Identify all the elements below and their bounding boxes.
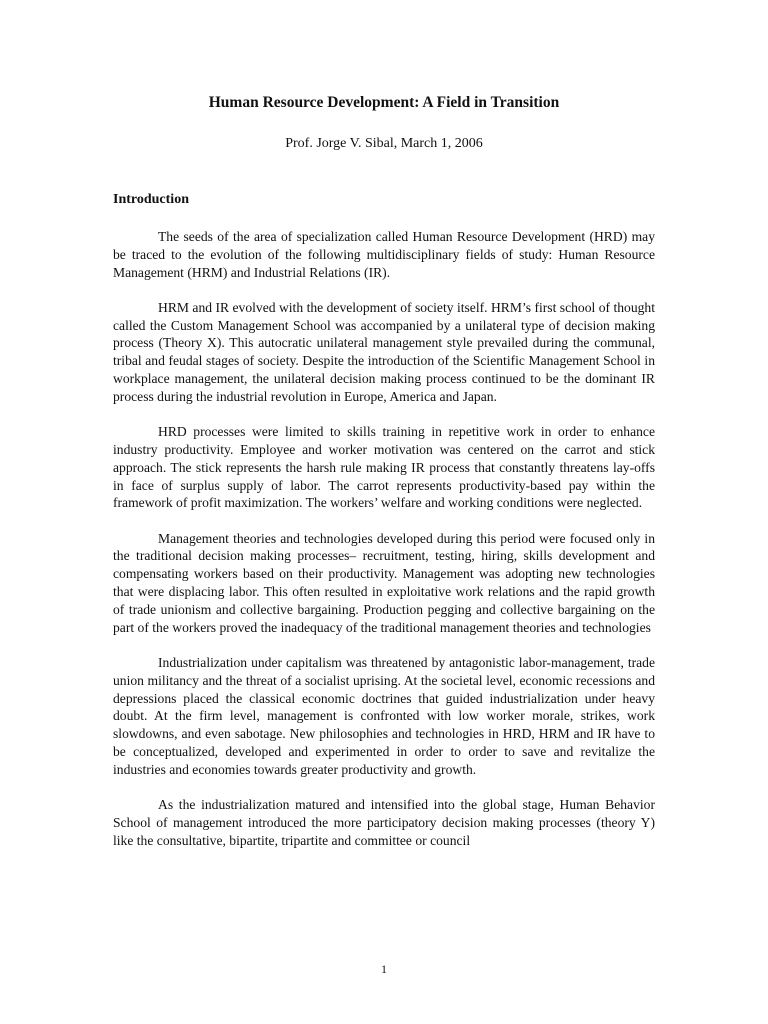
page-number: 1 — [381, 962, 387, 976]
document-title: Human Resource Development: A Field in Transition — [208, 94, 560, 111]
author-line: Prof. Jorge V. Sibal, March 1, 2006 — [285, 136, 483, 151]
paragraph-6: As the industrialization matured and intensified into the global stage, Human Behavior School of management introduced the more participatory decision making processes (theory Y) like the consultative, bipartite, tripartite and committee or council — [113, 797, 655, 848]
section-heading-introduction: Introduction — [113, 192, 189, 207]
paragraph-1: The seeds of the area of specialization called Human Resource Development (HRD) may be traced to the evolution of the following multidisciplinary fields of study: Human Resource Management (HRM) and Industrial Relations (IR). — [113, 229, 655, 280]
paragraph-4: Management theories and technologies developed during this period were focused only in the traditional decision making processes– recruitment, testing, hiring, skills development and compensating workers based on their productivity. Management was adopting new technologies that were displacing labor. This often resulted in exploitative work relations and the rapid growth of trade unionism and collective bargaining. Production pegging and collective bargaining on the part of the workers proved the inadequacy of the traditional management theories and technologies — [113, 530, 655, 635]
paragraph-2: HRM and IR evolved with the development of society itself. HRM’s first school of thought called the Custom Management School was accompanied by a unilateral type of decision making process (Theory X). This autocratic unilateral management style prevailed during the communal, tribal and feudal stages of society. Despite the introduction of the Scientific Management School in workplace management, the unilateral decision making process continued to be the dominant IR process during the industrial revolution in Europe, America and Japan. — [113, 299, 655, 404]
paragraph-5: Industrialization under capitalism was threatened by antagonistic labor-management, trade union militancy and the threat of a socialist uprising. At the societal level, economic recessions and depressions placed the classical economic doctrines that guided industrialization under heavy doubt. At the firm level, management is confronted with low worker morale, strikes, work slowdowns, and even sabotage. New philosophies and technologies in HRD, HRM and IR have to be conceptualized, developed and experimented in order to order to save and revitalize the industries and economies towards greater productivity and growth. — [113, 654, 655, 777]
paragraph-3: HRD processes were limited to skills training in repetitive work in order to enhance industry productivity. Employee and worker motivation was centered on the carrot and stick approach. The stick represents the harsh rule making IR process that constantly threatens lay-offs in face of surplus supply of labor. The carrot represents productivity-based pay within the framework of profit maximization. The workers’ welfare and working conditions were neglected. — [113, 424, 655, 511]
body-text — [113, 228, 655, 867]
